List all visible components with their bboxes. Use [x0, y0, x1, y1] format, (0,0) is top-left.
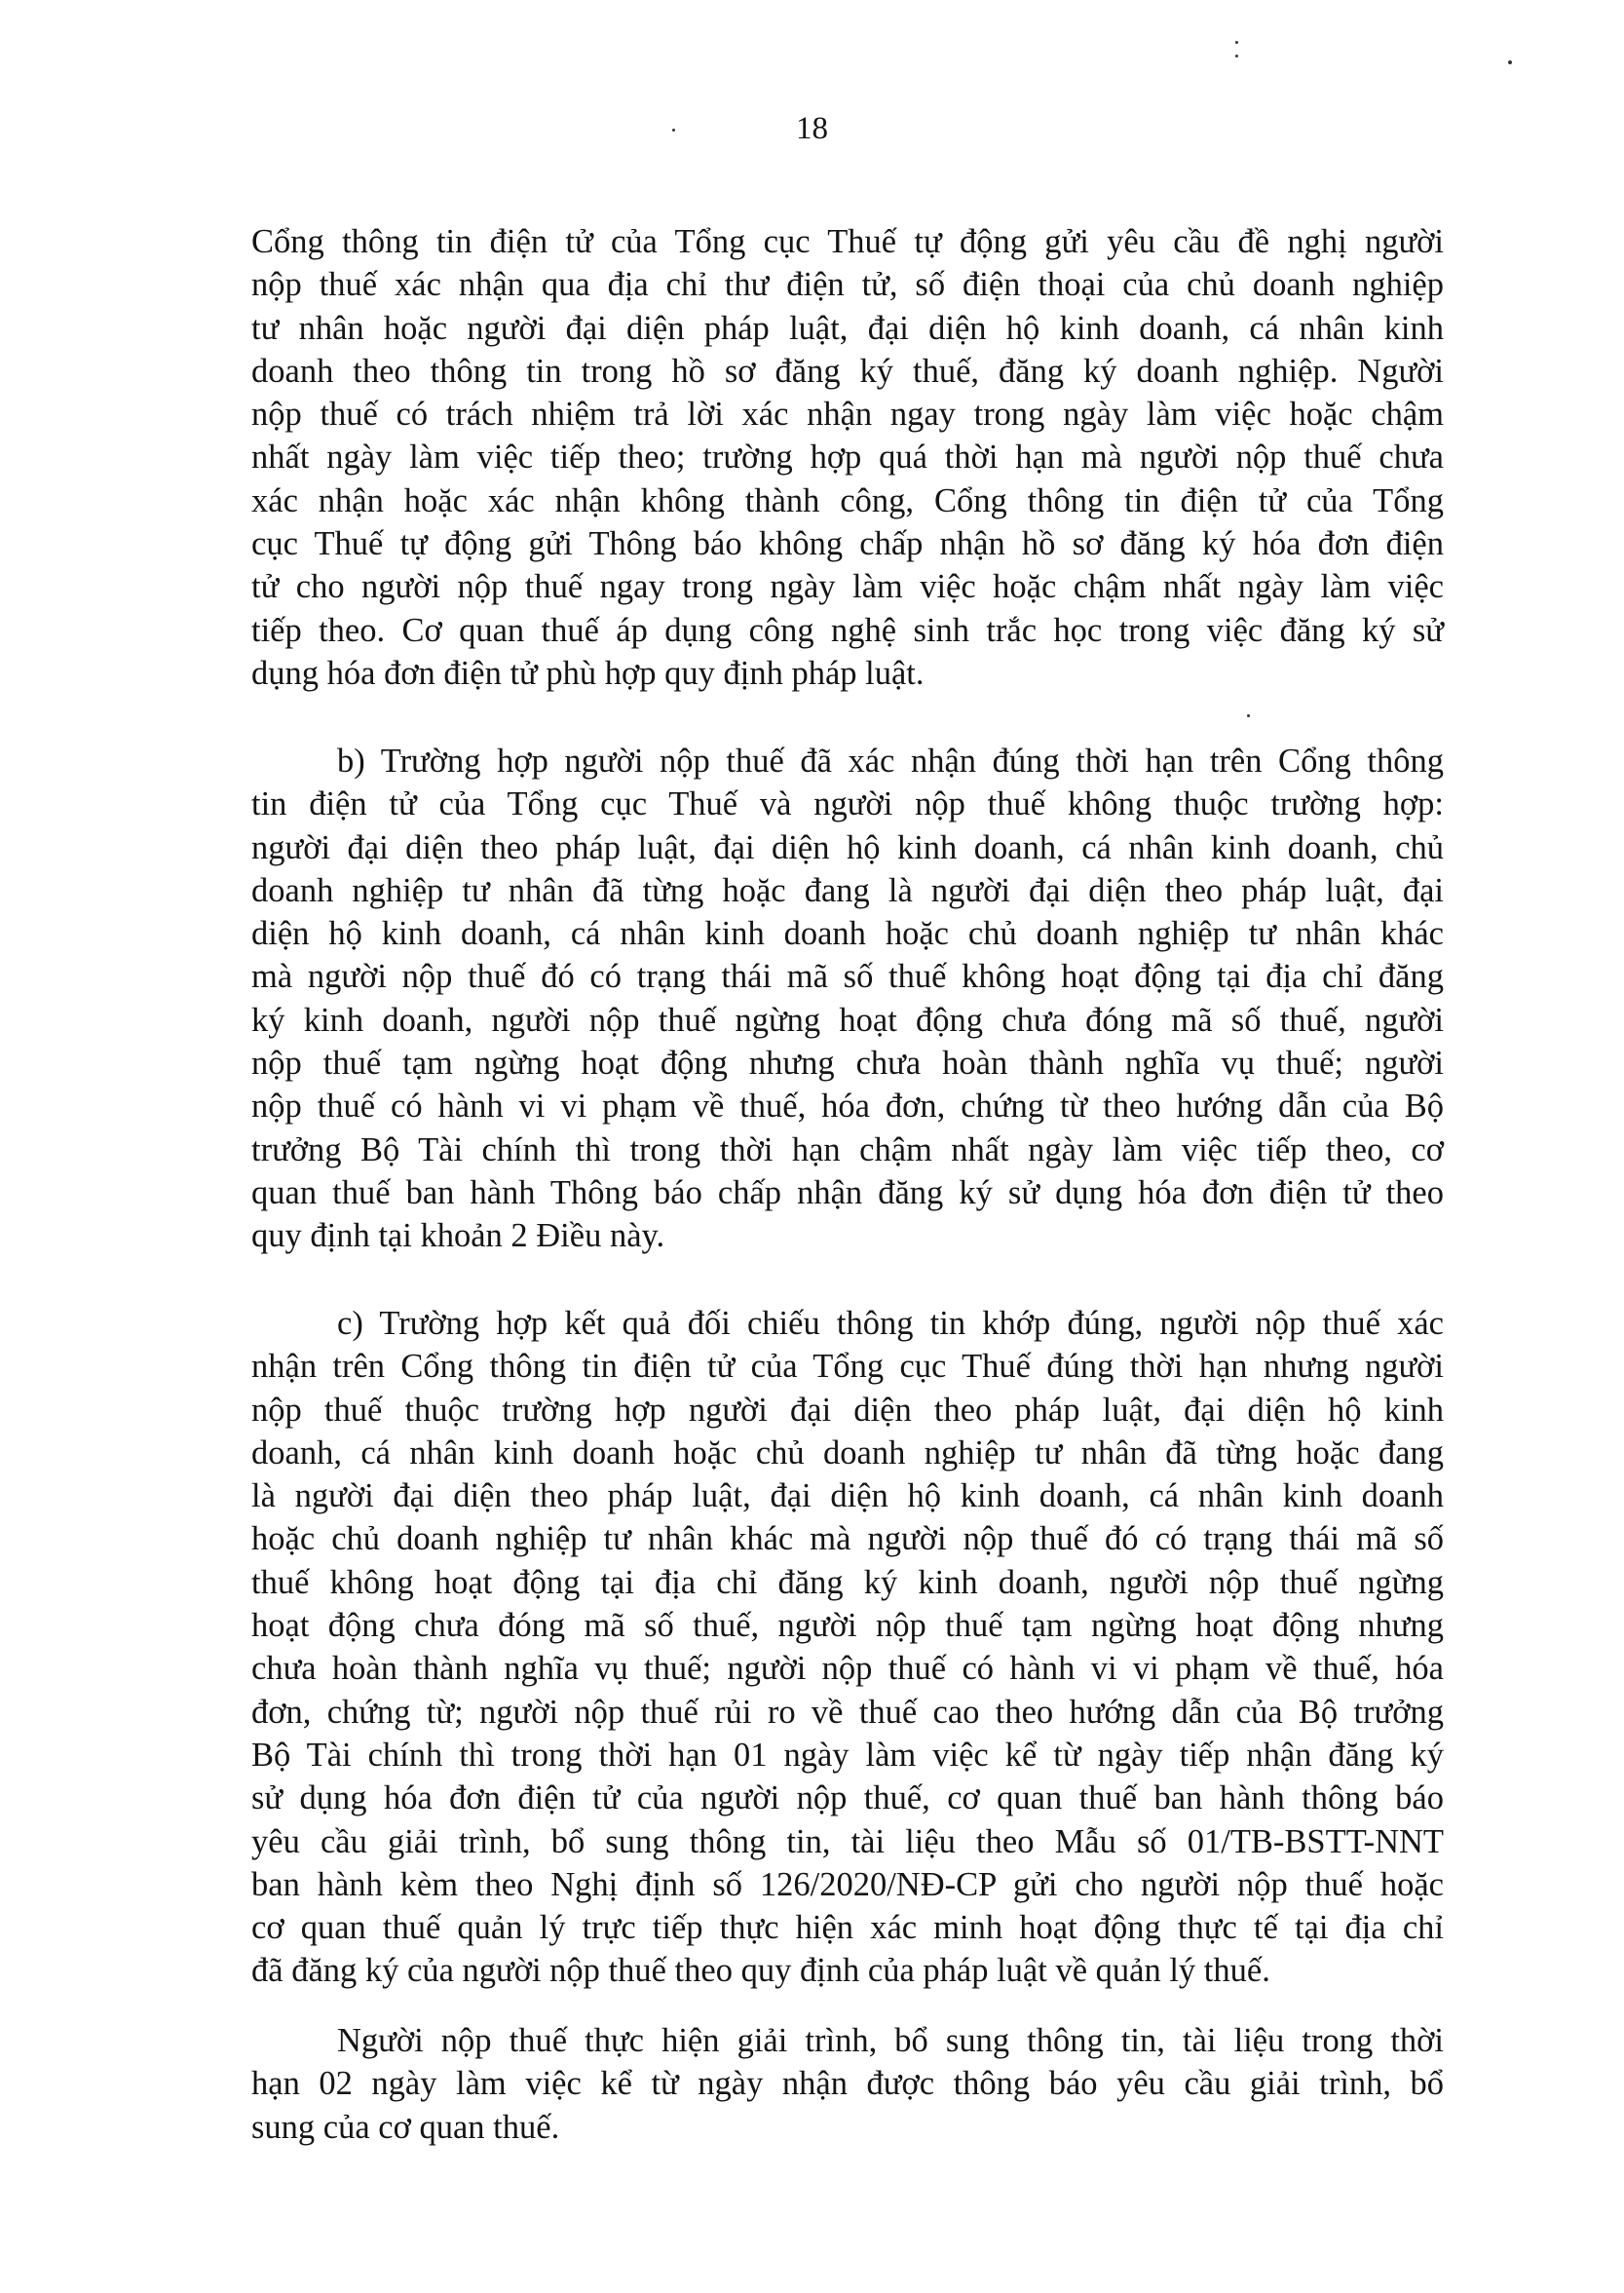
paragraph [251, 740, 1444, 1258]
text-line: hoạt động chưa đóng mã số thuế, người nộp thuế tạm ngừng hoạt động nhưng [251, 1607, 1444, 1645]
text-line: quy định tại khoản 2 Điều này. [251, 1217, 665, 1255]
text-line: nhất ngày làm việc tiếp theo; trường hợp quá thời hạn mà người nộp thuế chưa [251, 439, 1444, 477]
text-line: sử dụng hóa đơn điện tử của người nộp thuế, cơ quan thuế ban hành thông báo [251, 1779, 1444, 1817]
text-line: mà người nộp thuế đó có trạng thái mã số thuế không hoạt động tại địa chỉ đăng [251, 958, 1444, 996]
text-line: Bộ Tài chính thì trong thời hạn 01 ngày làm việc kể từ ngày tiếp nhận đăng ký [251, 1736, 1444, 1774]
text-line: nộp thuế tạm ngừng hoạt động nhưng chưa hoàn thành nghĩa vụ thuế; người [251, 1045, 1444, 1083]
scan-speck [1235, 55, 1238, 57]
text-line: đã đăng ký của người nộp thuế theo quy định của pháp luật về quản lý thuế. [251, 1952, 1270, 1990]
scan-speck [1508, 60, 1512, 64]
text-line: hạn 02 ngày làm việc kể từ ngày nhận được thông báo yêu cầu giải trình, bổ [251, 2065, 1444, 2103]
text-line: nộp thuế thuộc trường hợp người đại diện theo pháp luật, đại diện hộ kinh [251, 1391, 1444, 1429]
paragraph [251, 2019, 1444, 2149]
text-line: người đại diện theo pháp luật, đại diện hộ kinh doanh, cá nhân kinh doanh, chủ [251, 828, 1444, 866]
text-line: chưa hoàn thành nghĩa vụ thuế; người nộp thuế có hành vi vi phạm về thuế, hóa [251, 1650, 1444, 1688]
text-line: nộp thuế có hành vi vi phạm về thuế, hóa đơn, chứng từ theo hướng dẫn của Bộ [251, 1088, 1444, 1126]
text-line: tư nhân hoặc người đại diện pháp luật, đại diện hộ kinh doanh, cá nhân kinh [251, 309, 1444, 347]
text-line: quan thuế ban hành Thông báo chấp nhận đăng ký sử dụng hóa đơn điện tử theo [251, 1173, 1444, 1211]
text-line: doanh, cá nhân kinh doanh hoặc chủ doanh nghiệp tư nhân đã từng hoặc đang [251, 1433, 1444, 1471]
text-line: cơ quan thuế quản lý trực tiếp thực hiện xác minh hoạt động thực tế tại địa chỉ [251, 1909, 1444, 1947]
scan-speck [1235, 41, 1238, 44]
text-line: b) Trường hợp người nộp thuế đã xác nhận đúng thời hạn trên Cổng thông [337, 743, 1444, 780]
text-line: c) Trường hợp kết quả đối chiếu thông tin khớp đúng, người nộp thuế xác [337, 1305, 1444, 1342]
text-line: ký kinh doanh, người nộp thuế ngừng hoạt động chưa đóng mã số thuế, người [251, 1001, 1444, 1039]
page-number: 18 [796, 111, 828, 146]
text-line: tiếp theo. Cơ quan thuế áp dụng công nghệ sinh trắc học trong việc đăng ký sử [251, 611, 1444, 649]
text-line: cục Thuế tự động gửi Thông báo không chấp nhận hồ sơ đăng ký hóa đơn điện [251, 525, 1444, 563]
text-line: hoặc chủ doanh nghiệp tư nhân khác mà người nộp thuế đó có trạng thái mã số [251, 1520, 1444, 1558]
text-line: thuế không hoạt động tại địa chỉ đăng ký kinh doanh, người nộp thuế ngừng [251, 1563, 1444, 1601]
text-line: nhận trên Cổng thông tin điện tử của Tổng cục Thuế đúng thời hạn nhưng người [251, 1348, 1444, 1386]
text-line: sung của cơ quan thuế. [251, 2108, 560, 2146]
text-line: trưởng Bộ Tài chính thì trong thời hạn chậm nhất ngày làm việc tiếp theo, cơ [251, 1130, 1444, 1168]
text-line: doanh theo thông tin trong hồ sơ đăng ký thuế, đăng ký doanh nghiệp. Người [251, 352, 1444, 390]
paragraph [251, 220, 1444, 695]
text-line: xác nhận hoặc xác nhận không thành công, Cổng thông tin điện tử của Tổng [251, 481, 1444, 519]
text-line: diện hộ kinh doanh, cá nhân kinh doanh hoặc chủ doanh nghiệp tư nhân khác [251, 915, 1444, 953]
text-line: dụng hóa đơn điện tử phù hợp quy định pháp luật. [251, 654, 925, 692]
text-line: doanh nghiệp tư nhân đã từng hoặc đang là người đại diện theo pháp luật, đại [251, 871, 1444, 909]
paragraph [251, 1302, 1444, 1993]
text-line: tử cho người nộp thuế ngay trong ngày làm việc hoặc chậm nhất ngày làm việc [251, 568, 1444, 606]
text-line: nộp thuế xác nhận qua địa chỉ thư điện tử, số điện thoại của chủ doanh nghiệp [251, 266, 1444, 304]
text-line: Người nộp thuế thực hiện giải trình, bổ sung thông tin, tài liệu trong thời [337, 2022, 1444, 2059]
text-line: là người đại diện theo pháp luật, đại diện hộ kinh doanh, cá nhân kinh doanh [251, 1477, 1444, 1515]
text-line: yêu cầu giải trình, bổ sung thông tin, tài liệu theo Mẫu số 01/TB-BSTT-NNT [251, 1822, 1444, 1860]
text-line: nộp thuế có trách nhiệm trả lời xác nhận ngay trong ngày làm việc hoặc chậm [251, 396, 1444, 434]
scan-speck [672, 129, 675, 132]
text-line: Cổng thông tin điện tử của Tổng cục Thuế tự động gửi yêu cầu đề nghị người [251, 223, 1444, 260]
text-line: ban hành kèm theo Nghị định số 126/2020/NĐ-CP gửi cho người nộp thuế hoặc [251, 1865, 1444, 1903]
text-line: đơn, chứng từ; người nộp thuế rủi ro về thuế cao theo hướng dẫn của Bộ trưởng [251, 1693, 1444, 1731]
text-line: tin điện tử của Tổng cục Thuế và người nộp thuế không thuộc trường hợp: [251, 785, 1444, 823]
scan-speck [1247, 714, 1250, 717]
